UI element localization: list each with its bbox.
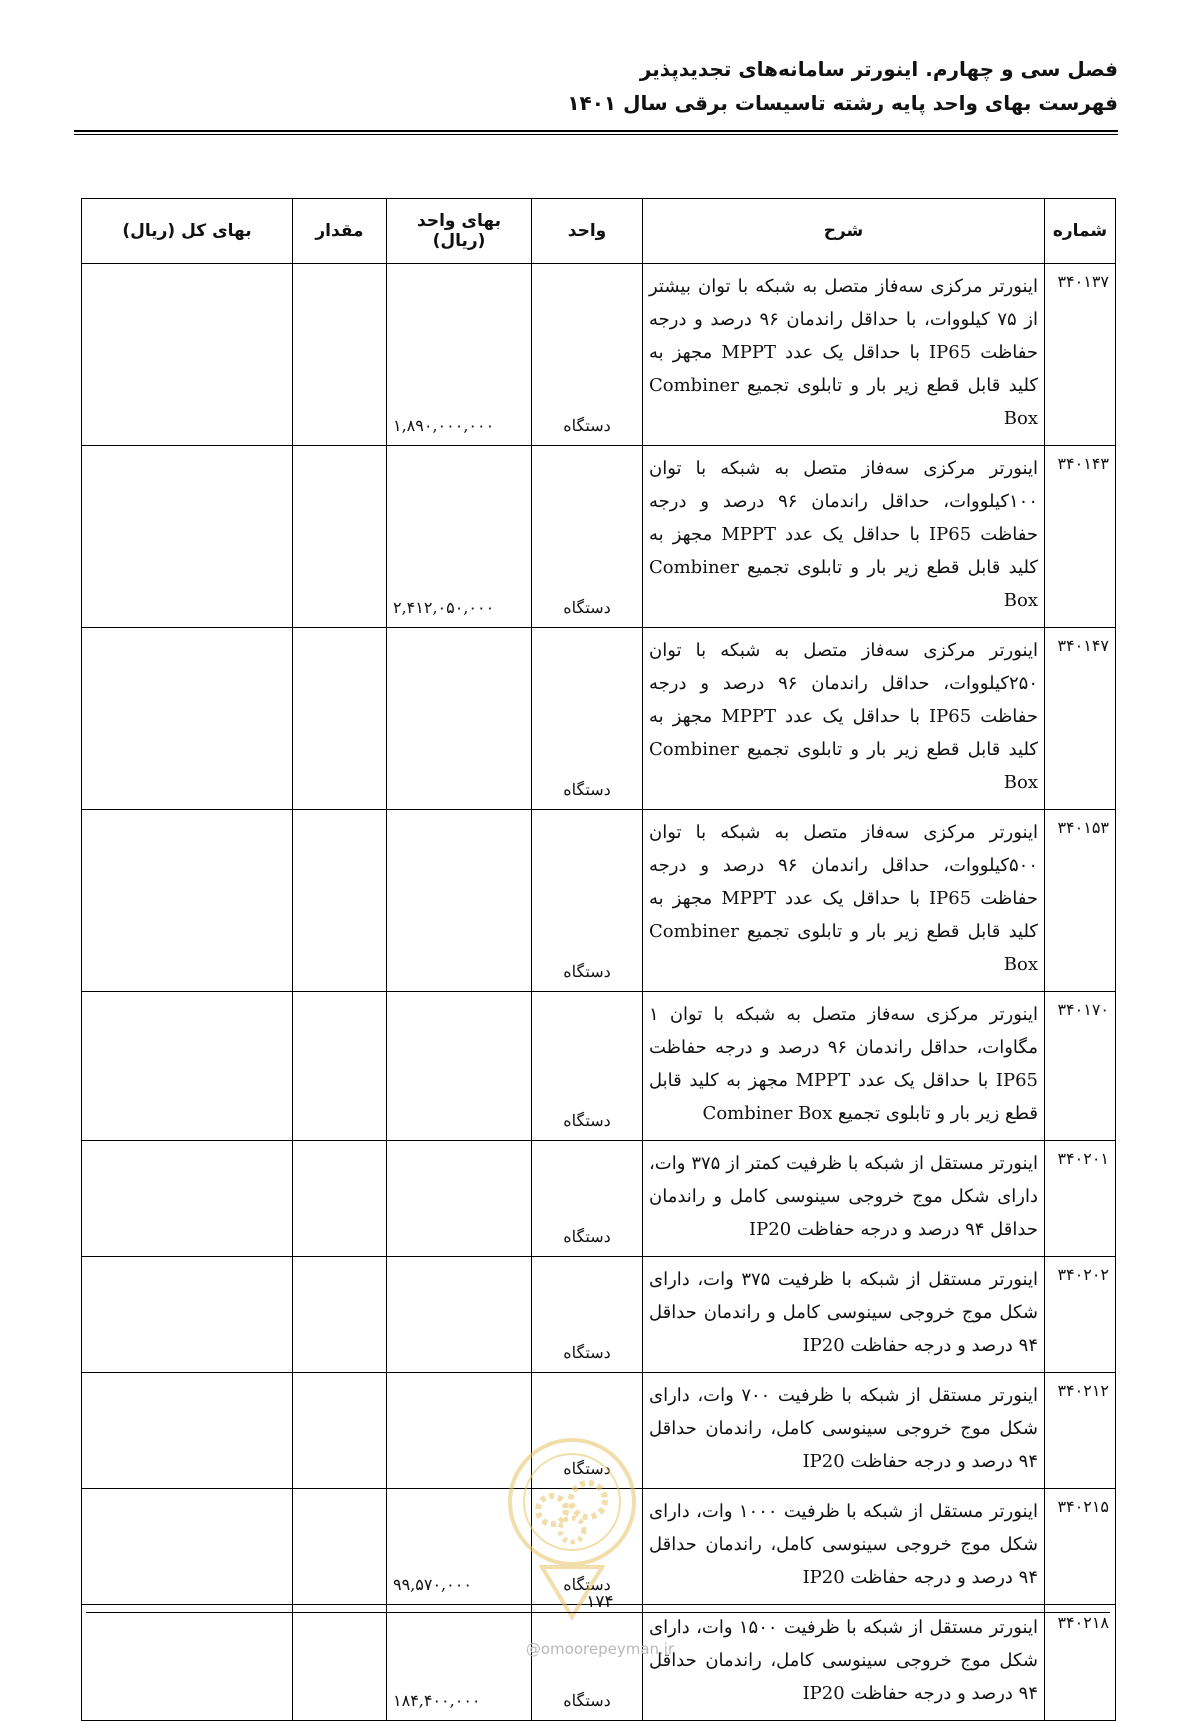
item-unit: دستگاه bbox=[532, 1605, 643, 1721]
item-total-price bbox=[82, 1605, 293, 1721]
item-total-price bbox=[82, 1141, 293, 1257]
item-number: ۳۴۰۲۰۲ bbox=[1045, 1257, 1116, 1373]
item-number: ۳۴۰۱۳۷ bbox=[1045, 264, 1116, 446]
item-unit-price bbox=[387, 810, 532, 992]
item-number: ۳۴۰۱۴۷ bbox=[1045, 628, 1116, 810]
item-unit: دستگاه bbox=[532, 1489, 643, 1605]
item-unit-price: ۱,۸۹۰,۰۰۰,۰۰۰ bbox=[387, 264, 532, 446]
item-total-price bbox=[82, 446, 293, 628]
page-header bbox=[74, 52, 1118, 120]
item-number: ۳۴۰۲۱۲ bbox=[1045, 1373, 1116, 1489]
site-watermark: @omoorepeyman.ir bbox=[525, 1640, 675, 1658]
col-header-total-price: بهای کل (ریال) bbox=[82, 199, 293, 264]
item-unit: دستگاه bbox=[532, 992, 643, 1141]
table-row bbox=[82, 1373, 1116, 1489]
item-quantity bbox=[293, 446, 387, 628]
item-unit: دستگاه bbox=[532, 1141, 643, 1257]
table-row bbox=[82, 1141, 1116, 1257]
item-quantity bbox=[293, 1373, 387, 1489]
table-row bbox=[82, 264, 1116, 446]
table-row bbox=[82, 446, 1116, 628]
item-description: اینورتر مرکزی سه‌فاز متصل به شبکه با توان بیشتر از ۷۵ کیلووات، با حداقل راندمان ۹۶ درصد و درجه حفاظت IP65 با حداقل یک عدد MPPT مجهز به کلید قابل قطع زیر بار و تابلوی تجمیع Combiner Box bbox=[643, 264, 1045, 446]
item-quantity bbox=[293, 264, 387, 446]
item-quantity bbox=[293, 628, 387, 810]
table-header-row bbox=[82, 199, 1116, 264]
col-header-unit: واحد bbox=[532, 199, 643, 264]
table-row bbox=[82, 1489, 1116, 1605]
col-header-number: شماره bbox=[1045, 199, 1116, 264]
table-row bbox=[82, 628, 1116, 810]
item-unit-price bbox=[387, 1373, 532, 1489]
item-unit: دستگاه bbox=[532, 628, 643, 810]
item-total-price bbox=[82, 628, 293, 810]
item-number: ۳۴۰۱۷۰ bbox=[1045, 992, 1116, 1141]
item-unit: دستگاه bbox=[532, 1373, 643, 1489]
col-header-unit-price: بهای واحد (ریال) bbox=[387, 199, 532, 264]
item-quantity bbox=[293, 1489, 387, 1605]
item-unit-price bbox=[387, 628, 532, 810]
item-number: ۳۴۰۱۴۳ bbox=[1045, 446, 1116, 628]
item-unit-price: ۱۸۴,۴۰۰,۰۰۰ bbox=[387, 1605, 532, 1721]
item-number: ۳۴۰۲۱۵ bbox=[1045, 1489, 1116, 1605]
table-row bbox=[82, 1257, 1116, 1373]
item-unit: دستگاه bbox=[532, 446, 643, 628]
item-unit: دستگاه bbox=[532, 1257, 643, 1373]
item-description: اینورتر مستقل از شبکه با ظرفیت ۱۰۰۰ وات، دارای شکل موج خروجی سینوسی کامل، راندمان حداقل ۹۴ درصد و درجه حفاظت IP20 bbox=[643, 1489, 1045, 1605]
footer-rule bbox=[86, 1612, 1110, 1613]
item-total-price bbox=[82, 1489, 293, 1605]
item-unit-price: ۲,۴۱۲,۰۵۰,۰۰۰ bbox=[387, 446, 532, 628]
item-description: اینورتر مرکزی سه‌فاز متصل به شبکه با توان ۱ مگاوات، حداقل راندمان ۹۶ درصد و درجه حفاظت IP65 با حداقل یک عدد MPPT مجهز به کلید قابل قطع زیر بار و تابلوی تجمیع Combiner Box bbox=[643, 992, 1045, 1141]
table-row bbox=[82, 810, 1116, 992]
header-rule-thin bbox=[74, 134, 1118, 135]
item-number: ۳۴۰۲۰۱ bbox=[1045, 1141, 1116, 1257]
item-description: اینورتر مستقل از شبکه با ظرفیت ۳۷۵ وات، دارای شکل موج خروجی سینوسی کامل و راندمان حداقل ۹۴ درصد و درجه حفاظت IP20 bbox=[643, 1257, 1045, 1373]
col-header-quantity: مقدار bbox=[293, 199, 387, 264]
page-number: ۱۷۴ bbox=[586, 1592, 614, 1612]
item-quantity bbox=[293, 1257, 387, 1373]
item-total-price bbox=[82, 992, 293, 1141]
item-description: اینورتر مستقل از شبکه با ظرفیت ۱۵۰۰ وات، دارای شکل موج خروجی سینوسی کامل، راندمان حداقل ۹۴ درصد و درجه حفاظت IP20 bbox=[643, 1605, 1045, 1721]
item-unit-price bbox=[387, 1257, 532, 1373]
table-row bbox=[82, 1605, 1116, 1721]
item-total-price bbox=[82, 1257, 293, 1373]
item-total-price bbox=[82, 264, 293, 446]
item-total-price bbox=[82, 810, 293, 992]
col-header-description: شرح bbox=[643, 199, 1045, 264]
item-total-price bbox=[82, 1373, 293, 1489]
item-description: اینورتر مستقل از شبکه با ظرفیت کمتر از ۳۷۵ وات، دارای شکل موج خروجی سینوسی کامل و راندمان حداقل ۹۴ درصد و درجه حفاظت IP20 bbox=[643, 1141, 1045, 1257]
item-unit-price bbox=[387, 992, 532, 1141]
price-table bbox=[81, 198, 1116, 1721]
price-list-title: فهرست بهای واحد پایه رشته تاسیسات برقی سال ۱۴۰۱ bbox=[567, 91, 1118, 115]
item-quantity bbox=[293, 1605, 387, 1721]
item-description: اینورتر مرکزی سه‌فاز متصل به شبکه با توان ۲۵۰کیلووات، حداقل راندمان ۹۶ درصد و درجه حفاظت IP65 با حداقل یک عدد MPPT مجهز به کلید قابل قطع زیر بار و تابلوی تجمیع Combiner Box bbox=[643, 628, 1045, 810]
header-rule-thick bbox=[74, 130, 1118, 132]
item-quantity bbox=[293, 1141, 387, 1257]
item-description: اینورتر مرکزی سه‌فاز متصل به شبکه با توان ۱۰۰کیلووات، حداقل راندمان ۹۶ درصد و درجه حفاظت IP65 با حداقل یک عدد MPPT مجهز به کلید قابل قطع زیر بار و تابلوی تجمیع Combiner Box bbox=[643, 446, 1045, 628]
item-number: ۳۴۰۲۱۸ bbox=[1045, 1605, 1116, 1721]
table-row bbox=[82, 992, 1116, 1141]
item-description: اینورتر مرکزی سه‌فاز متصل به شبکه با توان ۵۰۰کیلووات، حداقل راندمان ۹۶ درصد و درجه حفاظت IP65 با حداقل یک عدد MPPT مجهز به کلید قابل قطع زیر بار و تابلوی تجمیع Combiner Box bbox=[643, 810, 1045, 992]
item-quantity bbox=[293, 810, 387, 992]
item-description: اینورتر مستقل از شبکه با ظرفیت ۷۰۰ وات، دارای شکل موج خروجی سینوسی کامل، راندمان حداقل ۹۴ درصد و درجه حفاظت IP20 bbox=[643, 1373, 1045, 1489]
item-unit: دستگاه bbox=[532, 264, 643, 446]
item-unit: دستگاه bbox=[532, 810, 643, 992]
item-unit-price: ۹۹,۵۷۰,۰۰۰ bbox=[387, 1489, 532, 1605]
chapter-title: فصل سی و چهارم. اینورتر سامانه‌های تجدیدپذیر bbox=[639, 57, 1118, 81]
item-quantity bbox=[293, 992, 387, 1141]
item-number: ۳۴۰۱۵۳ bbox=[1045, 810, 1116, 992]
item-unit-price bbox=[387, 1141, 532, 1257]
